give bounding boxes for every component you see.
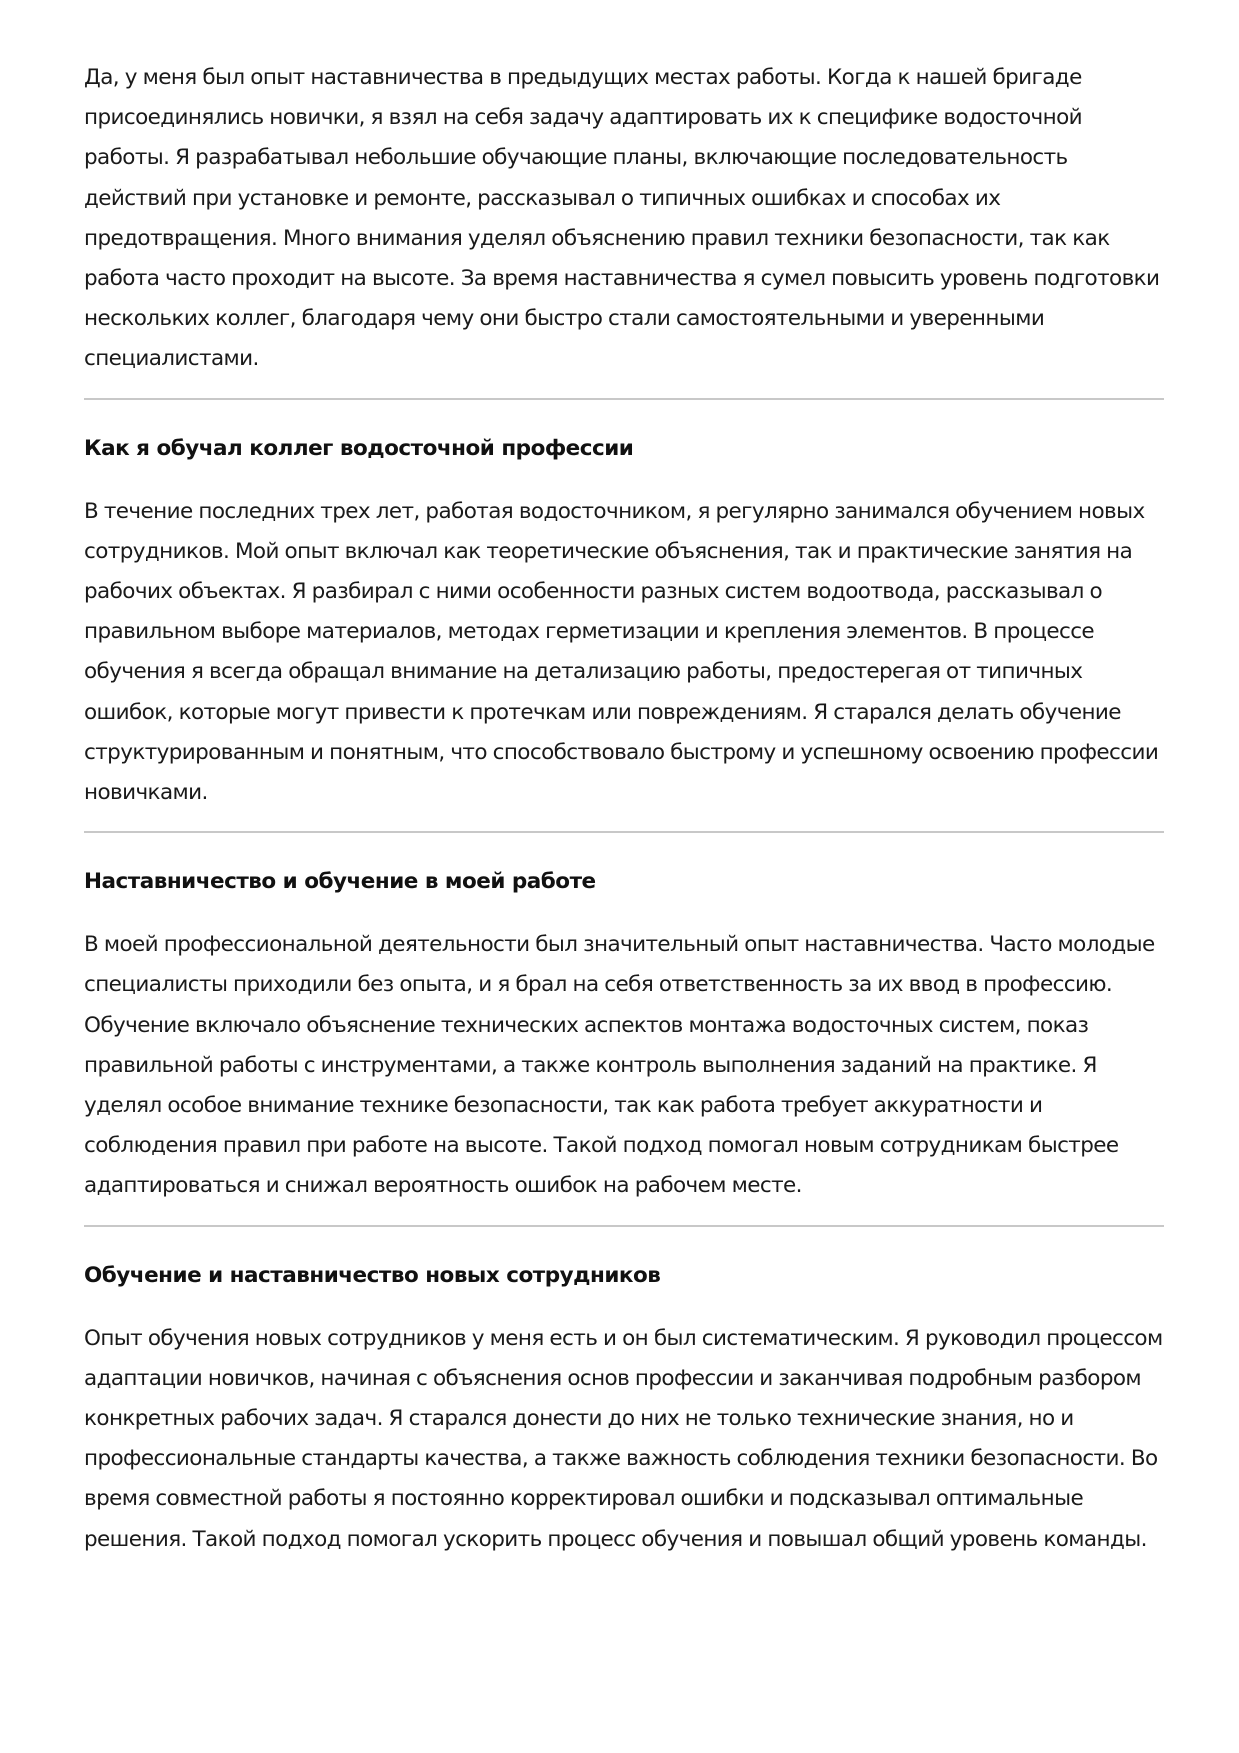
section-paragraph: В течение последних трех лет, работая водосточником, я регулярно занимался обучением новых сотрудников. Мой опыт включал как теоретические объяснения, так и практические занятия на рабочих объектах. Я разбирал с ними особенности разных систем водоотвода, рассказывал о правильном выборе материалов, методах герметизации и крепления элементов. В процессе обучения я всегда обращал внимание на детализацию работы, предостерегая от типичных ошибок, которые могут привести к протечкам или повреждениям. Я старался делать обучение структурированным и понятным, что способствовало быстрому и успешному освоению профессии новичками. <box>84 498 1159 806</box>
section-paragraph: Опыт обучения новых сотрудников у меня есть и он был систематическим. Я руководил процессом адаптации новичков, начиная с объяснения основ профессии и заканчивая подробным разбором конкретных рабочих задач. Я старался донести до них не только технические знания, но и профессиональные стандарты качества, а также важность соблюдения техники безопасности. Во время совместной работы я постоянно корректировал ошибки и подсказывал оптимальные решения. Такой подход помогал ускорить процесс обучения и повышал общий уровень команды. <box>84 1325 1163 1552</box>
section-divider <box>84 831 1164 833</box>
section-heading: Как я обучал коллег водосточной профессии <box>84 435 634 461</box>
section-divider <box>84 1225 1164 1227</box>
section-heading: Наставничество и обучение в моей работе <box>84 869 596 895</box>
intro-paragraph: Да, у меня был опыт наставничества в предыдущих местах работы. Когда к нашей бригаде присоединялись новички, я взял на себя задачу адаптировать их к специфике водосточной работы. Я разрабатывал небольшие обучающие планы, включающие последовательность действий при установке и ремонте, рассказывал о типичных ошибках и способах их предотвращения. Много внимания уделял объяснению правил техники безопасности, так как работа часто проходит на высоте. За время наставничества я сумел повысить уровень подготовки нескольких коллег, благодаря чему они быстро стали самостоятельными и уверенными специалистами. <box>84 65 1160 372</box>
section-heading: Обучение и наставничество новых сотрудников <box>84 1262 661 1288</box>
section-paragraph: В моей профессиональной деятельности был значительный опыт наставничества. Часто молодые специалисты приходили без опыта, и я брал на себя ответственность за их ввод в профессию. Обучение включало объяснение технических аспектов монтажа водосточных систем, показ правильной работы с инструментами, а также контроль выполнения заданий на практике. Я уделял особое внимание технике безопасности, так как работа требует аккуратности и соблюдения правил при работе на высоте. Такой подход помогал новым сотрудникам быстрее адаптироваться и снижал вероятность ошибок на рабочем месте. <box>84 932 1155 1199</box>
section-divider <box>84 398 1164 400</box>
document-page <box>84 58 1164 1560</box>
